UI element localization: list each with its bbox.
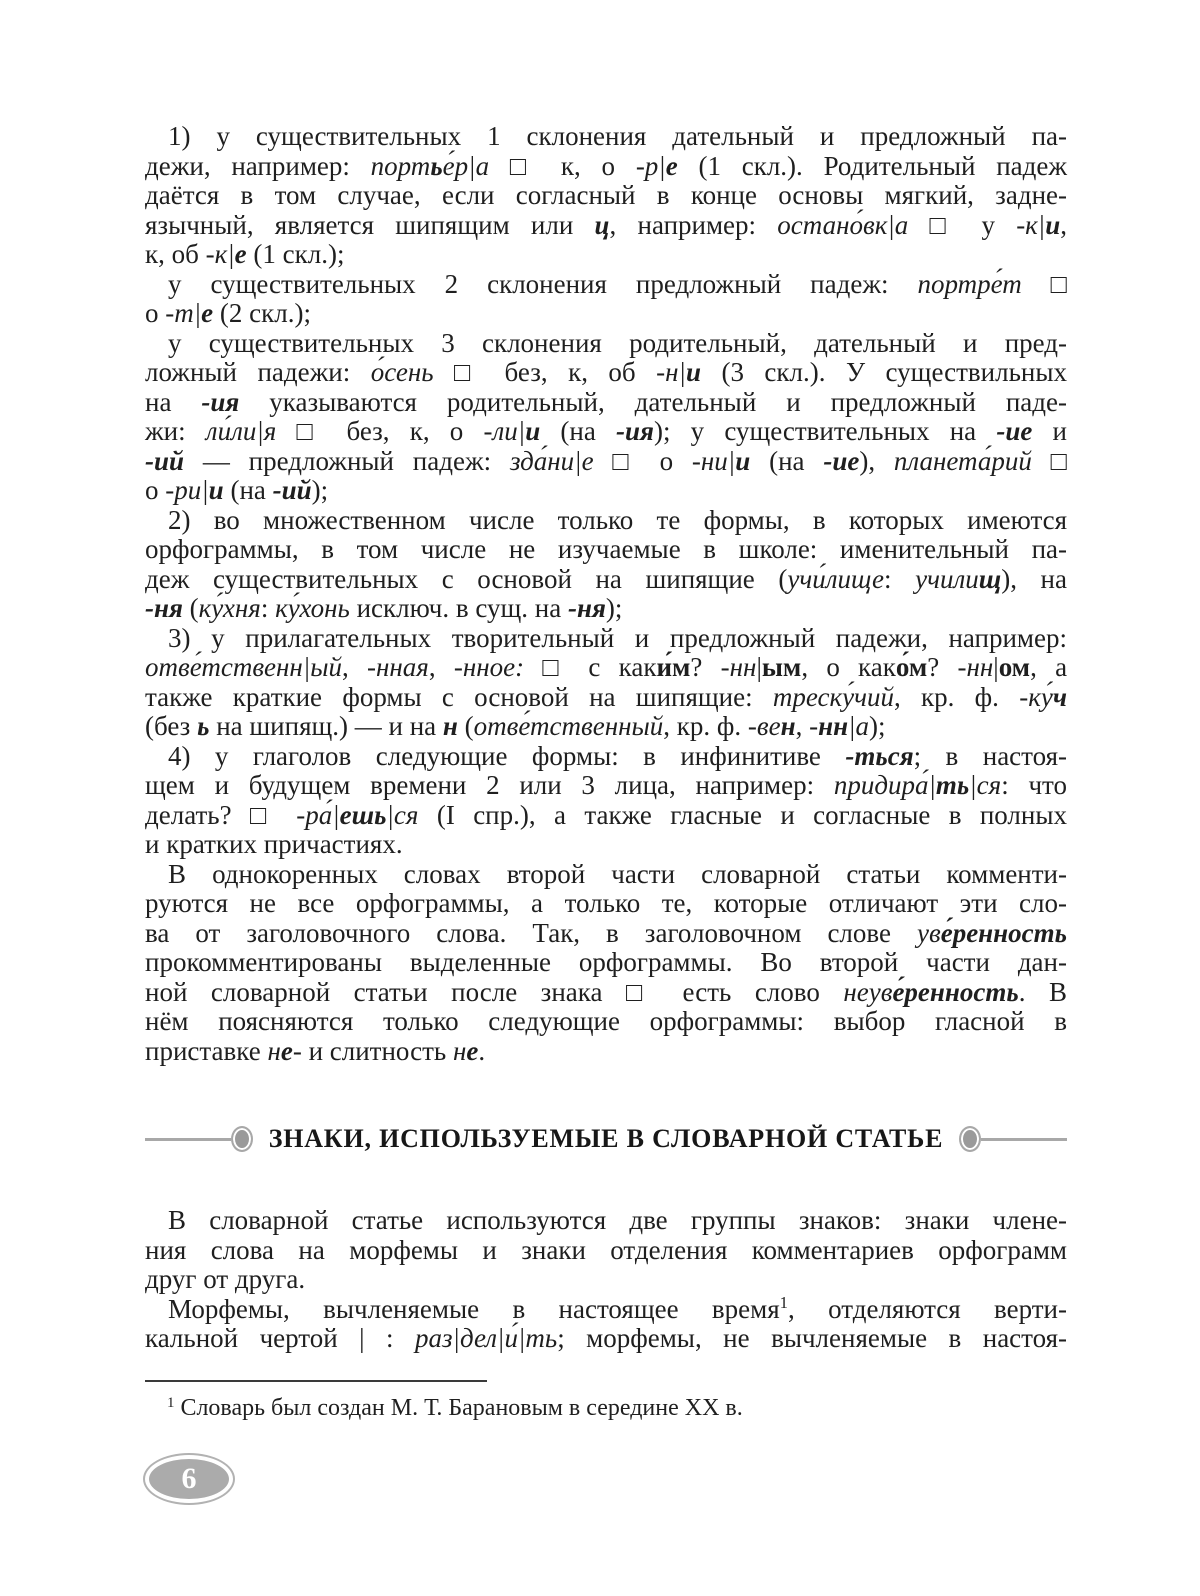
text-line: орфограммы, в том числе не изучаемые в школе: именительный па-: [145, 534, 1067, 564]
section-heading: [145, 1122, 1067, 1156]
text-line: на -ия указываются родительный, дательный и предложный паде-: [145, 386, 1068, 417]
text-line: ложный падежи: о́сень □ без, к, об -н|и (3 скл.). У существильных: [145, 357, 1067, 387]
text-line: В словарной статье используются две группы знаков: знаки члене-: [168, 1205, 1067, 1235]
paragraph: [145, 624, 1067, 742]
text-line: -ня (ку́хня: ку́хонь исключ. в сущ. на -ня);: [145, 593, 623, 623]
text-line: язычный, является шипящим или ц, например: остано́вк|а □ у -к|и,: [145, 209, 1068, 240]
paragraph: [145, 329, 1067, 506]
text-line: (без ь на шипящ.) — и на н (отве́тственный, кр. ф. -вен, -нн|а);: [145, 711, 886, 741]
page-number-badge: [143, 1453, 235, 1505]
text-line: дежи, например: портье́р|а □ к, о -р|е (1 скл.). Родительный падеж: [145, 150, 1067, 181]
paragraph: [145, 506, 1067, 624]
paragraph: [145, 1295, 1067, 1354]
text-line: деж существительных с основой на шипящие (учи́лище: училищ), на: [145, 563, 1067, 594]
text-line: В однокоренных словах второй части словарной статьи комменти-: [168, 858, 1067, 889]
ornament-circle-icon: [231, 1126, 253, 1152]
paragraph: [145, 860, 1067, 1067]
text-line: 1) у существительных 1 склонения дательный и предложный па-: [168, 121, 1067, 151]
text-line: -ий — предложный падеж: зда́ни|е □ о -ни|и (на -ие), планета́рий □: [145, 445, 1067, 476]
text-line: щем и будущем времени 2 или 3 лица, например: придира́|ть|ся: что: [145, 770, 1067, 800]
page-number: 6: [149, 1459, 229, 1499]
paragraph: [145, 122, 1067, 270]
text-line: ва от заголовочного слова. Так, в заголовочном слове уве́ренность: [145, 917, 1067, 948]
text-line: приставке не- и слитность не.: [145, 1035, 486, 1066]
text-line: делать? □ -ра́|ешь|ся (I спр.), а также гласные и согласные в полных: [145, 799, 1067, 830]
paragraph: [145, 742, 1067, 860]
text-line: у существительных 3 склонения родительный, дательный и пред-: [168, 327, 1067, 358]
footnote-separator: [145, 1380, 487, 1382]
text-column: [145, 122, 1067, 1354]
text-line: Морфемы, вычленяемые в настоящее время$^1$, отделяются верти-: [168, 1293, 1067, 1324]
text-line: отве́тственн|ый, -нная, -нное: □ с каки́м? -нн|ым, о како́м? -нн|ом, а: [145, 652, 1068, 682]
heading-ornament-left: [145, 1126, 253, 1152]
text-line: и кратких причастиях.: [145, 829, 403, 859]
text-line: ния слова на морфемы и знаки отделения комментариев орфограмм: [145, 1234, 1067, 1265]
paragraph: [145, 270, 1067, 329]
text-line: о -ри|и (на -ий);: [145, 475, 329, 505]
footnote-text: $^1$ Словарь был создан М. Т. Барановым в середине XX в.: [167, 1394, 743, 1421]
section-heading-text: ЗНАКИ, ИСПОЛЬЗУЕМЫЕ В СЛОВАРНОЙ СТАТЬЕ: [268, 1124, 944, 1153]
text-line: кальной чертой | : раз|дел|и́|ть; морфемы, не вычленяемые в настоя-: [145, 1323, 1068, 1353]
text-line: руются не все орфограммы, а только те, которые отличают эти сло-: [145, 888, 1067, 918]
text-line: о -т|е (2 скл.);: [145, 298, 311, 328]
ornament-circle-icon: [959, 1126, 981, 1152]
text-line: прокомментированы выделенные орфограммы. Во второй части дан-: [145, 947, 1067, 977]
text-line: ной словарной статьи после знака □ есть слово неуве́ренность. В: [145, 976, 1068, 1007]
text-line: жи: ли́ли|я □ без, к, о -ли|и (на -ия); у существительных на -ие и: [145, 416, 1067, 446]
ornament-line: [981, 1138, 1067, 1141]
text-line: также краткие формы с основой на шипящие: треску́чий, кр. ф. -ку́ч: [145, 681, 1067, 712]
text-line: у существительных 2 склонения предложный падеж: портре́т □: [168, 268, 1067, 299]
text-line: 4) у глаголов следующие формы: в инфинитиве -ться; в настоя-: [168, 740, 1068, 771]
text-line: даётся в том случае, если согласный в конце основы мягкий, задне-: [145, 180, 1067, 210]
ornament-line: [145, 1138, 231, 1141]
text-line: друг от друга.: [145, 1264, 306, 1294]
heading-ornament-right: [959, 1126, 1067, 1152]
paragraph: [145, 1206, 1067, 1295]
text-line: 3) у прилагательных творительный и предложный падежи, например:: [168, 622, 1067, 653]
text-line: 2) во множественном числе только те формы, в которых имеются: [168, 504, 1067, 535]
text-line: нём поясняются только следующие орфограммы: выбор гласной в: [145, 1006, 1067, 1036]
text-line: к, об -к|е (1 скл.);: [145, 239, 345, 269]
